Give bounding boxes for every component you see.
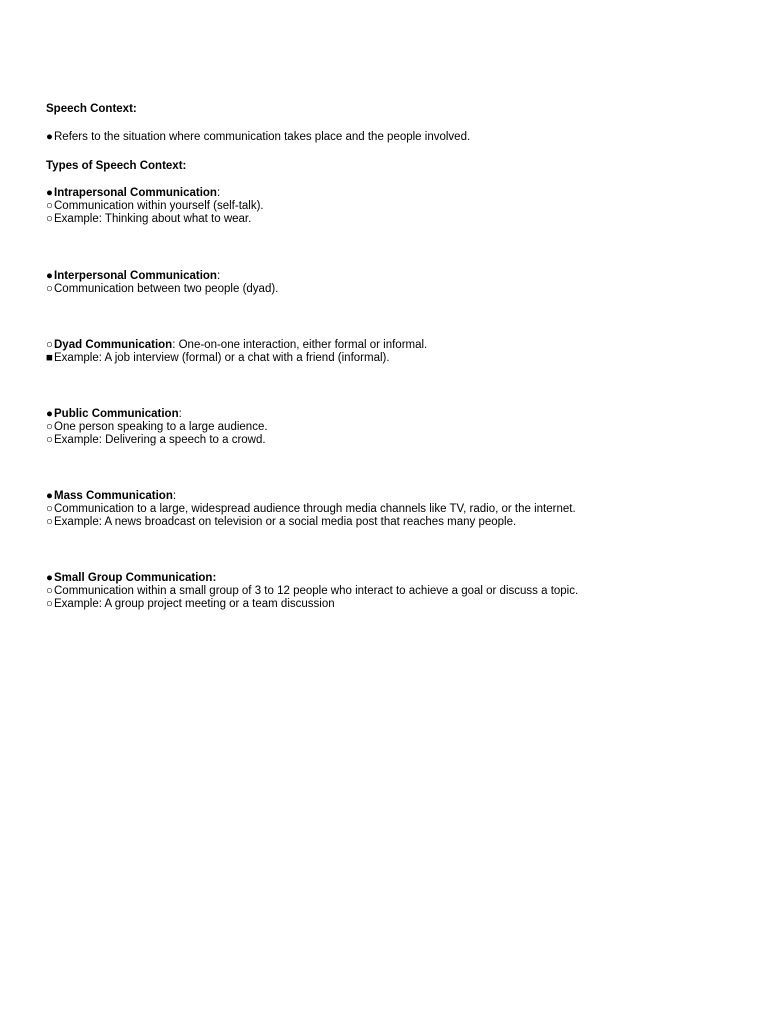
mass-title-line (46, 490, 176, 503)
mass-colon: : (172, 490, 177, 502)
speech-context-heading: Speech Context: (46, 103, 137, 115)
intrapersonal-item-2 (46, 213, 251, 226)
definition-text: Refers to the situation where communication takes place and the people involved. (54, 131, 471, 143)
mass-item-2-text: Example: A news broadcast on television or a social media post that reaches many people. (54, 516, 517, 528)
interpersonal-title: Interpersonal Communication (54, 270, 217, 282)
filled-bullet: ● (46, 187, 53, 199)
hollow-bullet: ○ (46, 339, 53, 351)
interpersonal-title-line (46, 270, 220, 283)
hollow-bullet: ○ (46, 434, 53, 446)
filled-bullet: ● (46, 490, 53, 502)
intrapersonal-title-line (46, 187, 220, 200)
hollow-bullet: ○ (46, 585, 53, 597)
public-title: Public Communication (54, 408, 179, 420)
hollow-bullet: ○ (46, 516, 53, 528)
intrapersonal-item-2-text: Example: Thinking about what to wear. (54, 213, 252, 225)
public-item-1 (46, 421, 268, 434)
small-group-item-1-text: Communication within a small group of 3 to 12 people who interact to achieve a goal or discuss a topic. (54, 585, 579, 597)
public-colon: : (178, 408, 182, 420)
small-group-title-line (46, 572, 216, 585)
hollow-bullet: ○ (46, 598, 53, 610)
types-heading: Types of Speech Context: (46, 160, 187, 172)
dyad-title: Dyad Communication (54, 339, 173, 351)
square-bullet: ■ (46, 352, 53, 364)
filled-bullet: ● (46, 270, 53, 282)
intrapersonal-colon: : (216, 187, 221, 199)
hollow-bullet: ○ (46, 421, 53, 433)
interpersonal-colon: : (216, 270, 221, 282)
intrapersonal-item-1-text: Communication within yourself (self-talk). (54, 200, 264, 212)
small-group-item-2 (46, 598, 335, 611)
mass-title: Mass Communication (54, 490, 173, 502)
mass-item-1 (46, 503, 576, 516)
intrapersonal-title: Intrapersonal Communication (54, 187, 217, 199)
hollow-bullet: ○ (46, 213, 53, 225)
hollow-bullet: ○ (46, 283, 53, 295)
interpersonal-item-1 (46, 283, 278, 296)
public-item-2 (46, 434, 266, 447)
dyad-title-line (46, 339, 427, 352)
public-title-line (46, 408, 182, 421)
mass-item-1-text: Communication to a large, widespread audience through media channels like TV, radio, or the internet. (54, 503, 576, 515)
small-group-item-2-text: Example: A group project meeting or a team discussion (54, 598, 335, 610)
hollow-bullet: ○ (46, 503, 53, 515)
hollow-bullet: ○ (46, 200, 53, 212)
small-group-item-1 (46, 585, 578, 598)
filled-bullet: ● (46, 131, 53, 143)
dyad-item-1-text: Example: A job interview (formal) or a chat with a friend (informal). (54, 352, 390, 364)
definition-line (46, 131, 470, 144)
public-item-1-text: One person speaking to a large audience. (54, 421, 268, 433)
dyad-item-1 (46, 352, 390, 365)
public-item-2-text: Example: Delivering a speech to a crowd. (54, 434, 266, 446)
filled-bullet: ● (46, 572, 53, 584)
intrapersonal-item-1 (46, 200, 264, 213)
interpersonal-item-1-text: Communication between two people (dyad). (54, 283, 279, 295)
mass-item-2 (46, 516, 516, 529)
dyad-description: : One-on-one interaction, either formal or informal. (172, 339, 428, 351)
filled-bullet: ● (46, 408, 53, 420)
small-group-title: Small Group Communication: (54, 572, 217, 584)
